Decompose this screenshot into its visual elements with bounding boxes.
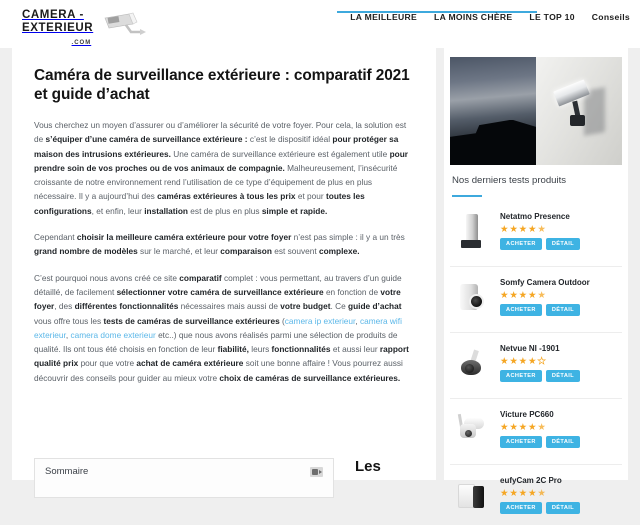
list-item[interactable] [450, 340, 622, 393]
inline-link[interactable]: camera dome exterieur [70, 329, 156, 340]
site-header [0, 0, 640, 48]
star-icon: ★ [537, 224, 547, 235]
star-icon: ★ [509, 422, 519, 433]
main-navigation [350, 9, 630, 25]
article-paragraph-1: Vous cherchez un moyen d’assurer ou d’améliorer la sécurité de votre foyer. Pour cela, la solution est de s’équiper d’une caméra de surveillance extérieure : c’est le dispositif idéal pour protéger sa maison des intrusions extérieures. Une caméra de surveillance extérieure est également utile pour prendre soin de vos proches ou de vos animaux de compagnie. Malheureusement, l’insécurité croissante de notre environnement rend l’utilisation de ce type d’équipement de plus en plus nécessaire. Il y a aujourd’hui des caméras extérieures à tous les prix et pour toutes les configurations, et enfin, leur installation est de plus en plus simple et rapide. [34, 120, 408, 216]
star-icon: ★ [527, 224, 538, 235]
collapse-toggle-icon[interactable] [310, 467, 323, 477]
nav-la-meilleure[interactable]: LA MEILLEURE [350, 12, 418, 22]
star-icon: ★ [509, 488, 519, 499]
inline-link[interactable]: camera ip exterieur [284, 315, 356, 326]
buy-button[interactable]: ACHETER [500, 436, 542, 448]
star-icon: ★ [500, 488, 510, 499]
toc-label: Sommaire [45, 466, 89, 477]
site-logo[interactable] [22, 4, 252, 46]
star-icon: ★ [509, 290, 519, 301]
netatmo-thumb [450, 210, 496, 256]
divider [450, 266, 622, 267]
star-icon: ★ [537, 488, 547, 499]
list-item[interactable] [450, 274, 622, 327]
star-icon: ★ [518, 488, 528, 499]
star-icon: ★ [500, 356, 510, 367]
product-name: Victure PC660 [500, 410, 554, 419]
rating-stars [500, 422, 622, 433]
logo-line-2: EXTERIEUR [22, 22, 94, 34]
star-icon: ★ [518, 224, 528, 235]
buy-button[interactable]: ACHETER [500, 502, 542, 514]
detail-button[interactable]: DÉTAIL [546, 238, 580, 250]
hero-image-right-camera [536, 57, 622, 165]
product-name: eufyCam 2C Pro [500, 476, 562, 485]
list-item[interactable] [450, 472, 622, 525]
detail-button[interactable]: DÉTAIL [546, 502, 580, 514]
star-icon: ★ [537, 356, 547, 367]
somfy-thumb [450, 276, 496, 322]
star-icon: ★ [500, 422, 510, 433]
buy-button[interactable]: ACHETER [500, 370, 542, 382]
star-icon: ★ [518, 356, 528, 367]
article-paragraph-3: C’est pourquoi nous avons créé ce site comparatif complet : vous permettant, au travers d’un guide détaillé, de facilement sélectionner votre caméra de surveillance extérieure en fonction de votre foyer, des différentes fonctionnalités nécessaires mais aussi de votre budget. Ce guide d’achat vous offre tous les tests de caméras de surveillance extérieures (camera ip exterieur, camera wifi exterieur, camera dome exterieur etc..) que nous avons réalisés parmi une sélection de produits de qualité. Ils ont tous été choisis en fonction de leur fiabilité, leurs fonctionnalités et aussi leur rapport qualité prix pour que votre achat de caméra extérieure soit une bonne affaire ! Vous pourrez aussi découvrir des conseils pour guider au mieux votre choix de caméras de surveillance extérieures. [34, 272, 409, 383]
hero-image [450, 57, 622, 165]
star-icon: ★ [527, 290, 538, 301]
rating-stars [500, 224, 622, 235]
camera-mount [570, 115, 585, 126]
eufy-thumb [450, 474, 496, 520]
star-icon: ★ [518, 290, 528, 301]
rating-stars [500, 356, 622, 367]
star-icon: ★ [527, 422, 538, 433]
star-icon: ★ [527, 356, 538, 367]
logo-line-1: CAMERA - [22, 9, 84, 21]
star-icon: ★ [500, 290, 510, 301]
star-icon: ★ [537, 290, 547, 301]
detail-button[interactable]: DÉTAIL [546, 304, 580, 316]
divider [450, 398, 622, 399]
product-name: Netatmo Presence [500, 212, 570, 221]
star-icon: ★ [527, 488, 538, 499]
star-icon: ★ [509, 224, 519, 235]
rating-stars [500, 488, 622, 499]
sidebar-accent-rule [452, 195, 482, 197]
netvue-thumb [450, 342, 496, 388]
detail-button[interactable]: DÉTAIL [546, 370, 580, 382]
nav-la-moins-chere[interactable]: LA MOINS CHÈRE [434, 12, 513, 22]
cctv-camera-icon [99, 10, 147, 40]
star-icon: ★ [537, 422, 547, 433]
product-name: Somfy Camera Outdoor [500, 278, 590, 287]
star-icon: ★ [509, 356, 519, 367]
divider [450, 464, 622, 465]
divider [450, 332, 622, 333]
sidebar-heading: Nos derniers tests produits [452, 175, 567, 186]
page-title: Caméra de surveillance extérieure : comparatif 2021 et guide d’achat [34, 67, 410, 103]
list-item[interactable] [450, 406, 622, 459]
nav-le-top-10[interactable]: LE TOP 10 [529, 12, 575, 22]
star-icon: ★ [500, 224, 510, 235]
product-name: Netvue NI -1901 [500, 344, 560, 353]
rating-stars [500, 290, 622, 301]
sidebar [444, 48, 628, 511]
nav-conseils[interactable]: Conseils [591, 12, 630, 22]
logo-text [22, 4, 93, 50]
logo-tld: .COM [71, 40, 92, 46]
buy-button[interactable]: ACHETER [500, 304, 542, 316]
hero-image-left-sky [450, 57, 536, 165]
detail-button[interactable]: DÉTAIL [546, 436, 580, 448]
buy-button[interactable]: ACHETER [500, 238, 542, 250]
inline-link[interactable]: camera wifi exterieur [34, 315, 402, 340]
next-section-heading: Les [355, 458, 381, 475]
article-card [12, 48, 436, 480]
article-paragraph-2: Cependant choisir la meilleure caméra extérieure pour votre foyer n’est pas simple : il y a un très grand nombre de modèles sur le marché, et leur comparaison est souvent complexe. [34, 232, 405, 257]
table-of-contents-box[interactable] [34, 458, 334, 498]
victure-thumb [450, 408, 496, 454]
list-item[interactable] [450, 208, 622, 261]
star-icon: ★ [518, 422, 528, 433]
